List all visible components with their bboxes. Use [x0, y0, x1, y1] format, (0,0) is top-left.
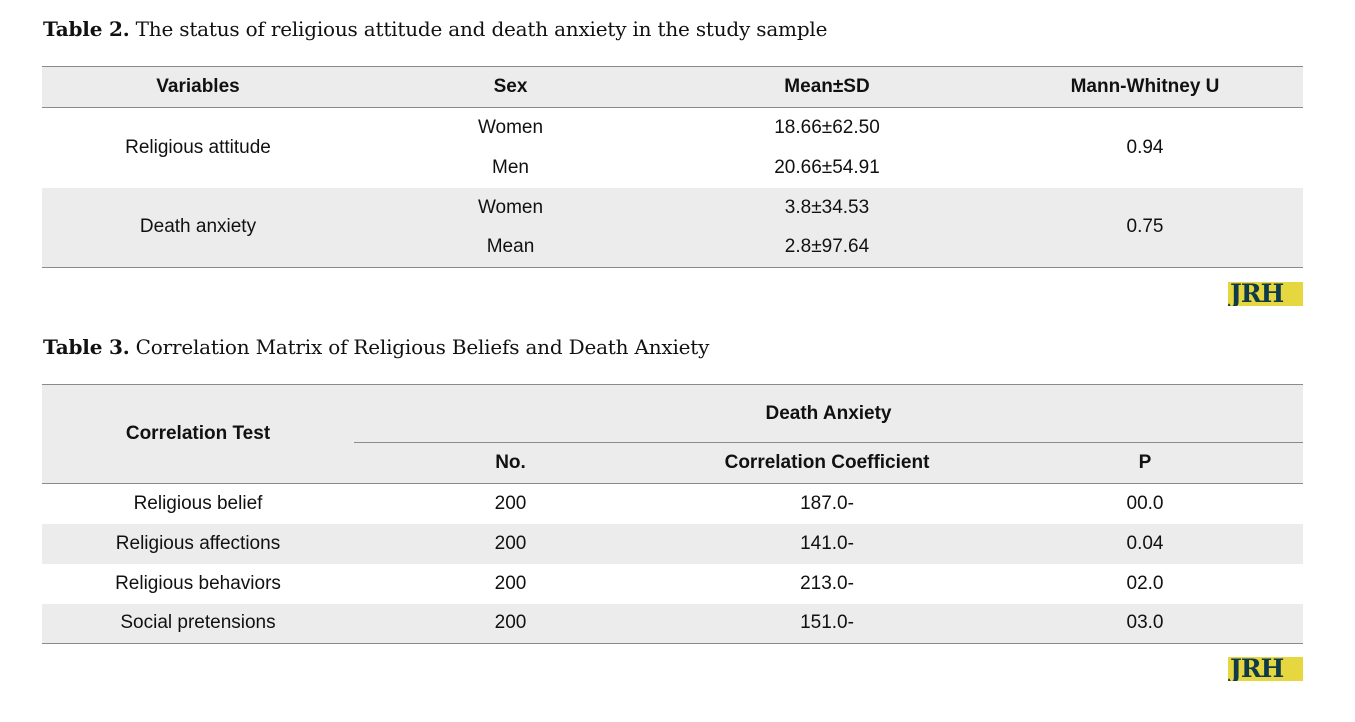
mean-sd-cell: 20.66±54.91 — [774, 156, 880, 178]
mwu-cell: 0.94 — [1126, 136, 1164, 158]
table-row — [42, 524, 1303, 564]
table3 — [42, 384, 1303, 644]
p-cell: 03.0 — [987, 604, 1303, 644]
mean-sd-cell: 18.66±62.50 — [774, 116, 880, 138]
coef-cell: 187.0- — [800, 492, 854, 514]
table-row — [42, 188, 1303, 228]
no-cell: 200 — [494, 572, 527, 594]
journal-logo: JRH — [1228, 282, 1303, 306]
table3-caption — [43, 335, 709, 359]
sex-cell: Men — [492, 156, 529, 178]
journal-logo: JRH — [1228, 657, 1303, 681]
test-cell: Social pretensions — [42, 604, 354, 644]
header-variables: Variables — [42, 67, 354, 108]
coef-cell: 151.0- — [667, 604, 987, 644]
sex-cell: Women — [354, 188, 667, 228]
header-correlation-test: Correlation Test — [42, 385, 354, 484]
p-cell: 02.0 — [1126, 572, 1164, 594]
mean-sd-cell: 2.8±97.64 — [667, 228, 987, 268]
table3-header-row — [42, 385, 1303, 443]
table-row — [42, 108, 1303, 148]
p-cell: 00.0 — [1126, 492, 1164, 514]
sex-cell: Mean — [354, 228, 667, 268]
table2 — [42, 66, 1303, 268]
header-mean-sd: Mean±SD — [667, 67, 987, 108]
test-cell: Religious behaviors — [115, 572, 281, 594]
coef-cell: 213.0- — [800, 572, 854, 594]
test-cell: Religious affections — [42, 524, 354, 564]
table2-header-row — [42, 67, 1303, 108]
table-row — [42, 484, 1303, 524]
variable-cell: Death anxiety — [42, 188, 354, 268]
no-cell: 200 — [494, 492, 527, 514]
no-cell: 200 — [354, 524, 667, 564]
table-row — [42, 564, 1303, 604]
coef-cell: 141.0- — [667, 524, 987, 564]
header-no: No. — [354, 443, 667, 484]
table2-label: Table 2. — [43, 17, 130, 41]
table3-title: Correlation Matrix of Religious Beliefs and Death Anxiety — [135, 335, 710, 359]
header-sex: Sex — [354, 67, 667, 108]
table2-title: The status of religious attitude and death anxiety in the study sample — [135, 17, 828, 41]
no-cell: 200 — [354, 604, 667, 644]
table3-label: Table 3. — [43, 335, 130, 359]
table2-caption — [43, 17, 827, 41]
test-cell: Religious belief — [133, 492, 263, 514]
header-p: P — [987, 443, 1303, 484]
header-mann-whitney: Mann-Whitney U — [987, 67, 1303, 108]
variable-cell: Religious attitude — [125, 136, 271, 158]
sex-cell: Women — [477, 116, 544, 138]
p-cell: 0.04 — [987, 524, 1303, 564]
header-death-anxiety: Death Anxiety — [354, 385, 1303, 443]
mwu-cell: 0.75 — [987, 188, 1303, 268]
table-row — [42, 604, 1303, 644]
mean-sd-cell: 3.8±34.53 — [667, 188, 987, 228]
header-correlation-coefficient: Correlation Coefficient — [667, 443, 987, 484]
